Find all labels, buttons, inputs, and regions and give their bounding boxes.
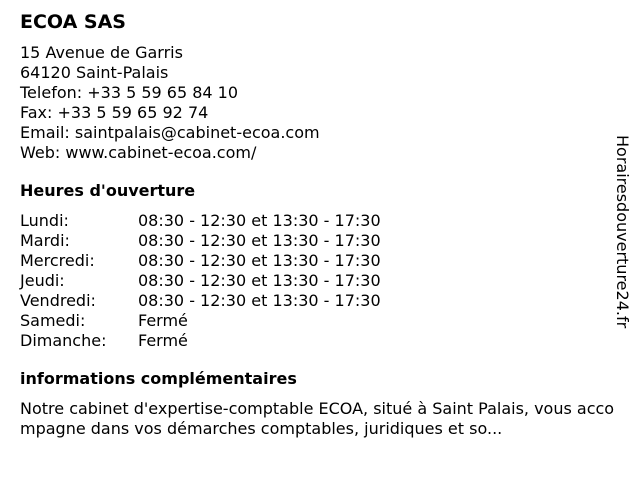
address-street: 15 Avenue de Garris [20,43,183,62]
address-city: 64120 Saint-Palais [20,63,169,82]
hours-title: Heures d'ouverture [20,181,196,200]
day-label: Jeudi: [20,271,65,290]
time-value: Fermé [138,311,188,330]
hours-row-friday [20,291,620,311]
site-watermark: Horairesdouverture24.fr [613,135,632,329]
phone-line: Telefon: +33 5 59 65 84 10 [20,83,239,102]
fax-line: Fax: +33 5 59 65 92 74 [20,103,209,122]
time-value: 08:30 - 12:30 et 13:30 - 17:30 [138,271,381,290]
day-label: Mercredi: [20,251,95,270]
company-name: ECOA SAS [20,11,126,33]
time-value: 08:30 - 12:30 et 13:30 - 17:30 [138,291,381,310]
hours-row-wednesday [20,251,620,271]
day-label: Mardi: [20,231,70,250]
time-value: 08:30 - 12:30 et 13:30 - 17:30 [138,251,381,270]
time-value: 08:30 - 12:30 et 13:30 - 17:30 [138,231,381,250]
day-label: Lundi: [20,211,69,230]
web-line: Web: www.cabinet-ecoa.com/ [20,143,257,162]
hours-row-monday [20,211,620,231]
info-title: informations complémentaires [20,369,297,388]
day-label: Samedi: [20,311,86,330]
time-value: Fermé [138,331,188,350]
time-value: 08:30 - 12:30 et 13:30 - 17:30 [138,211,381,230]
hours-table [20,211,620,351]
email-line: Email: saintpalais@cabinet-ecoa.com [20,123,320,142]
hours-row-tuesday [20,231,620,251]
hours-row-saturday [20,311,620,331]
info-description: Notre cabinet d'expertise-comptable ECOA, situé à Saint Palais, vous accompagne dans vos démarches comptables, juridiques et so... [20,399,615,438]
day-label: Dimanche: [20,331,107,350]
business-card [20,10,620,439]
hours-row-sunday [20,331,620,351]
hours-row-thursday [20,271,620,291]
day-label: Vendredi: [20,291,96,310]
